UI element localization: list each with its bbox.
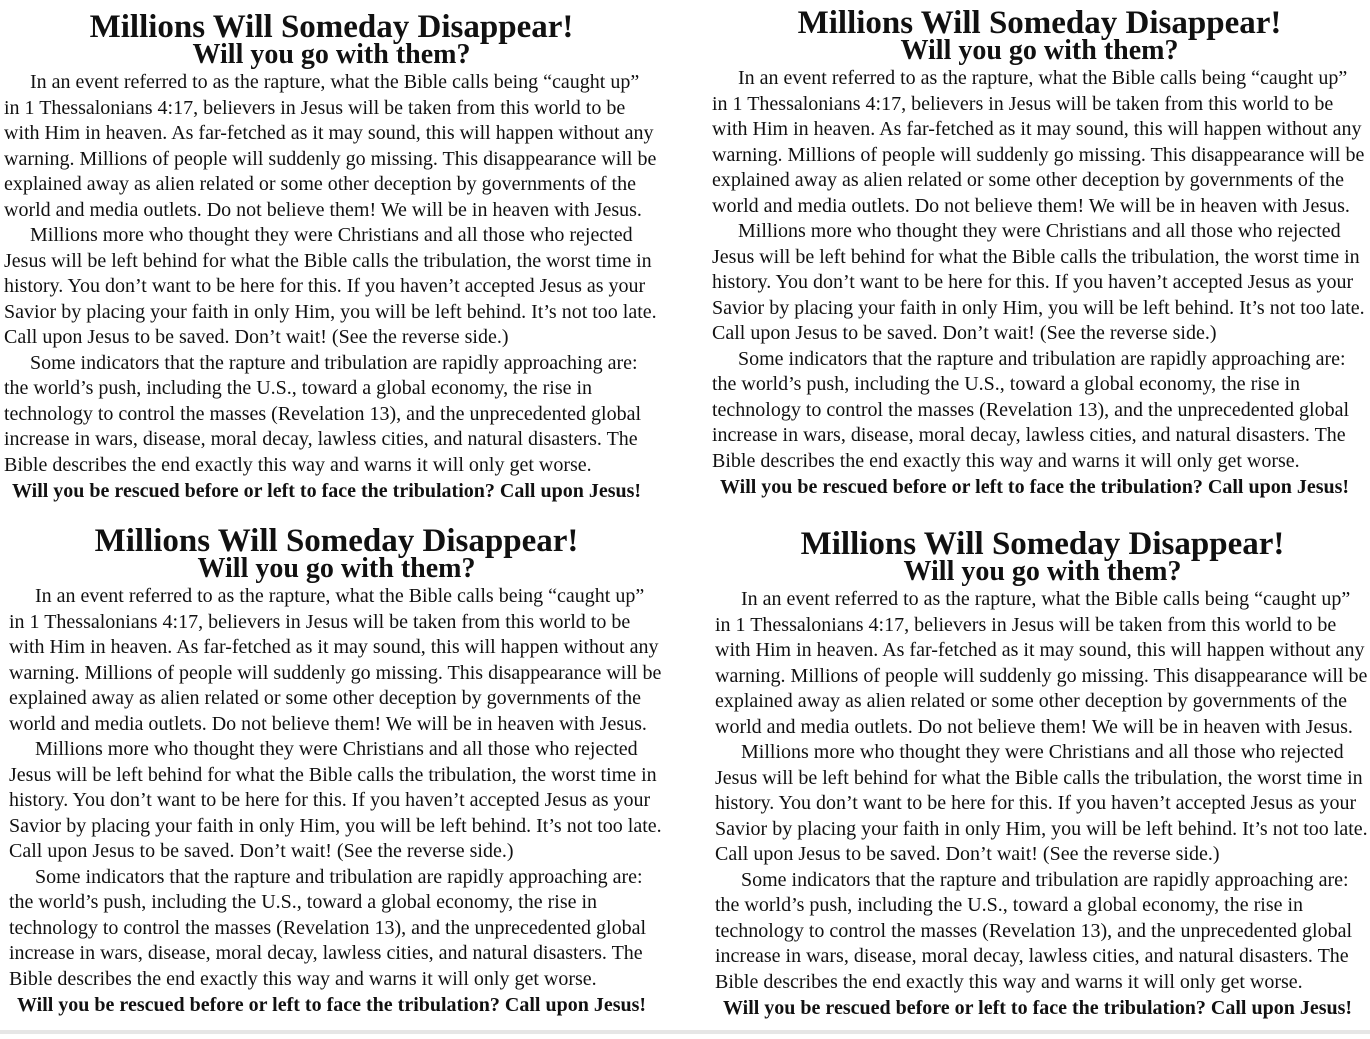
tract-paragraph-2 (4, 223, 669, 351)
paragraph-line: Call upon Jesus to be saved. Don’t wait! (See the reverse side.) (4, 326, 509, 348)
tract-closing-line: Will you be rescued before or left to face the tribulation? Call upon Jesus! (720, 476, 1350, 498)
paragraph-line: the world’s push, including the U.S., toward a global economy, the rise in (9, 891, 598, 913)
tract-title: Millions Will Someday Disappear! (94, 526, 579, 559)
paragraph-line: history. You don’t want to be here for this. If you haven’t accepted Jesus as your (712, 271, 1354, 293)
paragraph-line: In an event referred to as the rapture, what the Bible calls being “caught up” (741, 588, 1351, 610)
paragraph-line: in 1 Thessalonians 4:17, believers in Jesus will be taken from this world to be (9, 610, 631, 633)
paragraph-line: in 1 Thessalonians 4:17, believers in Jesus will be taken from this world to be (712, 92, 1334, 115)
paragraph-line: In an event referred to as the rapture, what the Bible calls being “caught up” (738, 67, 1348, 89)
paragraph-line: in 1 Thessalonians 4:17, believers in Jesus will be taken from this world to be (4, 96, 626, 119)
tract-copy-bottom-right (715, 529, 1370, 1039)
paragraph-line: increase in wars, disease, moral decay, lawless cities, and natural disasters. The (4, 428, 638, 450)
paragraph-line: world and media outlets. Do not believe them! We will be in heaven with Jesus. (712, 194, 1350, 217)
paragraph-line: history. You don’t want to be here for this. If you haven’t accepted Jesus as your (9, 789, 651, 811)
tract-title: Millions Will Someday Disappear! (800, 529, 1285, 562)
tract-paragraph-1 (4, 70, 669, 223)
tract-closing-line: Will you be rescued before or left to face the tribulation? Call upon Jesus! (17, 994, 647, 1016)
paragraph-line: Millions more who thought they were Christians and all those who rejected (35, 738, 638, 760)
paragraph-line: Bible describes the end exactly this way and warns it will only get worse. (9, 967, 597, 990)
paragraph-line: warning. Millions of people will suddenly go missing. This disappearance will be (4, 147, 657, 170)
paragraph-line: the world’s push, including the U.S., toward a global economy, the rise in (712, 373, 1301, 395)
paragraph-line: increase in wars, disease, moral decay, lawless cities, and natural disasters. The (715, 945, 1349, 967)
paragraph-line: technology to control the masses (Revelation 13), and the unprecedented global (4, 402, 642, 425)
paragraph-line: world and media outlets. Do not believe them! We will be in heaven with Jesus. (4, 198, 642, 221)
paragraph-line: Some indicators that the rapture and tribulation are rapidly approaching are: (30, 351, 638, 374)
paragraph-line: explained away as alien related or some other deception by governments of the (715, 690, 1347, 712)
paragraph-line: Millions more who thought they were Christians and all those who rejected (30, 224, 633, 246)
paragraph-line: Some indicators that the rapture and tribulation are rapidly approaching are: (35, 865, 643, 888)
paragraph-line: history. You don’t want to be here for this. If you haven’t accepted Jesus as your (4, 275, 646, 297)
paragraph-line: Bible describes the end exactly this way and warns it will only get worse. (715, 970, 1303, 993)
paragraph-line: Bible describes the end exactly this way and warns it will only get worse. (4, 453, 592, 476)
paragraph-line: Jesus will be left behind for what the Bible calls the tribulation, the worst time in (4, 249, 652, 272)
tract-copy-top-right (712, 8, 1370, 518)
paragraph-line: warning. Millions of people will suddenly go missing. This disappearance will be (712, 143, 1365, 166)
tract-paragraph-2 (715, 740, 1370, 868)
paragraph-line: increase in wars, disease, moral decay, lawless cities, and natural disasters. The (9, 942, 643, 964)
tract-subtitle: Will you go with them? (197, 553, 476, 584)
paragraph-line: technology to control the masses (Revelation 13), and the unprecedented global (9, 916, 647, 939)
tract-paragraph-3 (712, 347, 1370, 475)
paragraph-line: with Him in heaven. As far-fetched as it may sound, this will happen without any (712, 118, 1362, 140)
paragraph-line: Call upon Jesus to be saved. Don’t wait! (See the reverse side.) (9, 840, 514, 862)
paragraph-line: increase in wars, disease, moral decay, lawless cities, and natural disasters. The (712, 424, 1346, 446)
tract-closing-line: Will you be rescued before or left to face the tribulation? Call upon Jesus! (12, 480, 642, 502)
paragraph-line: with Him in heaven. As far-fetched as it may sound, this will happen without any (9, 636, 659, 658)
paragraph-line: Millions more who thought they were Christians and all those who rejected (738, 220, 1341, 242)
tract-title: Millions Will Someday Disappear! (797, 8, 1282, 41)
paragraph-line: with Him in heaven. As far-fetched as it may sound, this will happen without any (4, 122, 654, 144)
paragraph-line: the world’s push, including the U.S., toward a global economy, the rise in (715, 894, 1304, 916)
paragraph-line: Some indicators that the rapture and tribulation are rapidly approaching are: (741, 868, 1349, 891)
tract-subtitle: Will you go with them? (192, 39, 471, 70)
tract-title: Millions Will Someday Disappear! (89, 12, 574, 45)
paragraph-line: explained away as alien related or some other deception by governments of the (712, 169, 1344, 191)
paragraph-line: warning. Millions of people will suddenly go missing. This disappearance will be (715, 664, 1368, 687)
tract-copy-top-left (4, 12, 669, 522)
paragraph-line: world and media outlets. Do not believe them! We will be in heaven with Jesus. (9, 712, 647, 735)
tract-paragraph-1 (9, 584, 674, 737)
tract-closing-line: Will you be rescued before or left to face the tribulation? Call upon Jesus! (723, 997, 1353, 1019)
paragraph-line: explained away as alien related or some other deception by governments of the (9, 687, 641, 709)
paragraph-line: explained away as alien related or some other deception by governments of the (4, 173, 636, 195)
paragraph-line: In an event referred to as the rapture, what the Bible calls being “caught up” (35, 585, 645, 607)
paragraph-line: Call upon Jesus to be saved. Don’t wait! (See the reverse side.) (712, 322, 1217, 344)
paragraph-line: technology to control the masses (Revelation 13), and the unprecedented global (715, 919, 1353, 942)
paragraph-line: In an event referred to as the rapture, what the Bible calls being “caught up” (30, 71, 640, 93)
paragraph-line: warning. Millions of people will suddenly go missing. This disappearance will be (9, 661, 662, 684)
paragraph-line: Millions more who thought they were Christians and all those who rejected (741, 741, 1344, 763)
tract-copy-bottom-left (9, 526, 674, 1036)
paragraph-line: Call upon Jesus to be saved. Don’t wait! (See the reverse side.) (715, 843, 1220, 865)
tract-subtitle: Will you go with them? (903, 556, 1182, 587)
paragraph-line: Jesus will be left behind for what the Bible calls the tribulation, the worst time in (9, 763, 657, 786)
paragraph-line: technology to control the masses (Revelation 13), and the unprecedented global (712, 398, 1350, 421)
paragraph-line: with Him in heaven. As far-fetched as it may sound, this will happen without any (715, 639, 1365, 661)
tract-paragraph-3 (715, 868, 1370, 996)
tract-paragraph-3 (9, 865, 674, 993)
page-bottom-edge (0, 1030, 1370, 1034)
paragraph-line: world and media outlets. Do not believe them! We will be in heaven with Jesus. (715, 715, 1353, 738)
paragraph-line: Savior by placing your faith in only Him, you will be left behind. It’s not too late. (715, 817, 1368, 840)
paragraph-line: Some indicators that the rapture and tribulation are rapidly approaching are: (738, 347, 1346, 370)
paragraph-line: Bible describes the end exactly this way and warns it will only get worse. (712, 449, 1300, 472)
paragraph-line: the world’s push, including the U.S., toward a global economy, the rise in (4, 377, 593, 399)
tract-paragraph-1 (715, 587, 1370, 740)
paragraph-line: in 1 Thessalonians 4:17, believers in Jesus will be taken from this world to be (715, 613, 1337, 636)
tract-paragraph-1 (712, 66, 1370, 219)
paragraph-line: Jesus will be left behind for what the Bible calls the tribulation, the worst time in (715, 766, 1363, 789)
paragraph-line: Savior by placing your faith in only Him, you will be left behind. It’s not too late. (4, 300, 657, 323)
tract-subtitle: Will you go with them? (900, 35, 1179, 66)
paragraph-line: Savior by placing your faith in only Him, you will be left behind. It’s not too late. (9, 814, 662, 837)
tract-paragraph-2 (712, 219, 1370, 347)
paragraph-line: Jesus will be left behind for what the Bible calls the tribulation, the worst time in (712, 245, 1360, 268)
tract-paragraph-3 (4, 351, 669, 479)
tract-paragraph-2 (9, 737, 674, 865)
paragraph-line: history. You don’t want to be here for this. If you haven’t accepted Jesus as your (715, 792, 1357, 814)
paragraph-line: Savior by placing your faith in only Him, you will be left behind. It’s not too late. (712, 296, 1365, 319)
